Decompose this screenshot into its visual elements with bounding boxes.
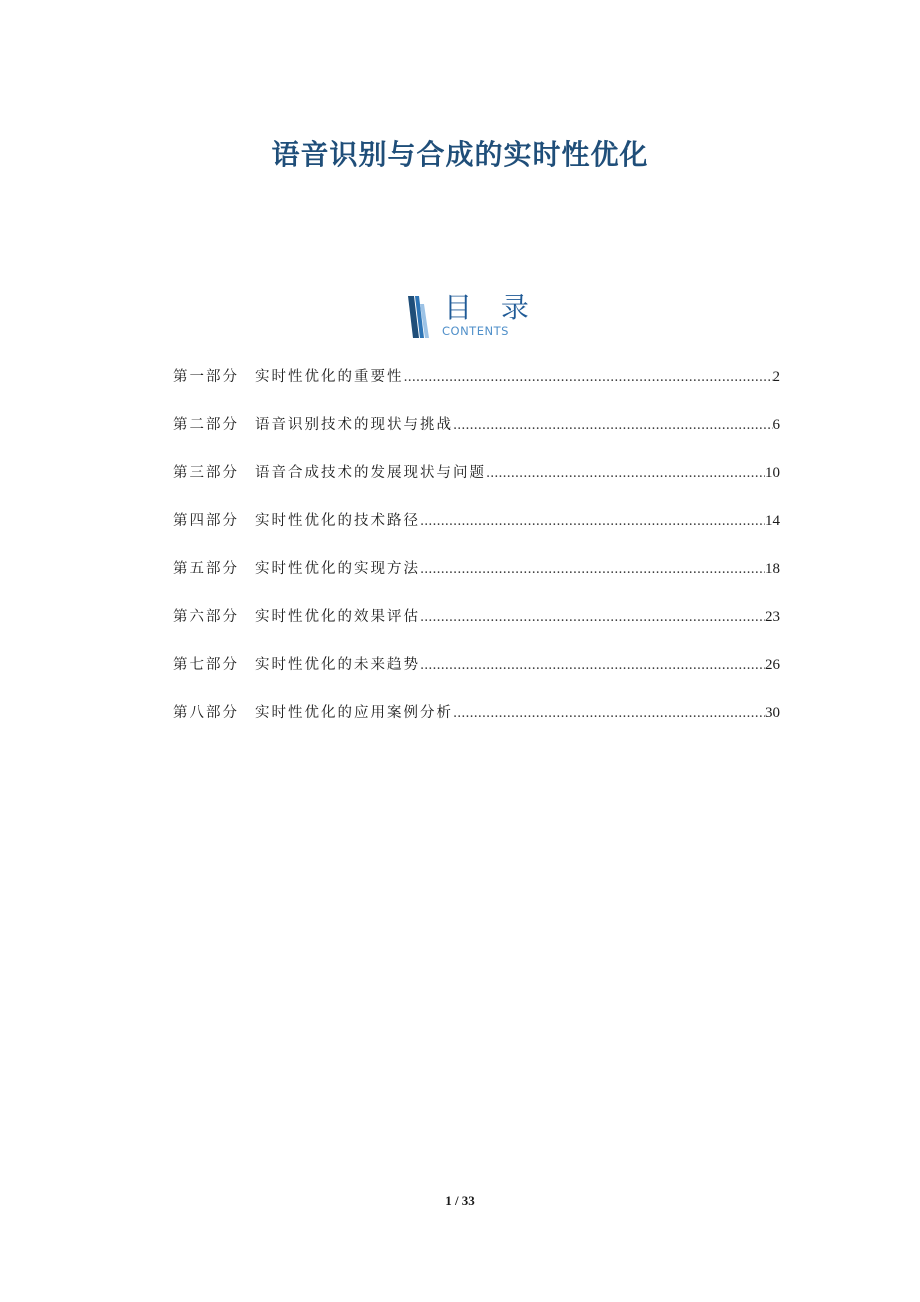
toc-entry-leader (453, 410, 773, 442)
toc-list (173, 361, 780, 745)
toc-entry-part: 第四部分 (173, 513, 239, 529)
document-title: 语音识别与合成的实时性优化 (271, 137, 649, 171)
toc-entry-leader (420, 554, 765, 586)
toc-entry-part: 第三部分 (173, 465, 239, 481)
toc-entry-title: 实时性优化的实现方法 (255, 561, 420, 577)
toc-entry-leader (486, 458, 765, 490)
toc-entry-part: 第六部分 (173, 609, 239, 625)
toc-entry-page: 2 (772, 369, 780, 385)
toc-entry-page: 10 (765, 465, 780, 481)
toc-entry[interactable] (173, 601, 780, 649)
toc-header (406, 291, 539, 340)
toc-entry-page: 18 (765, 561, 780, 577)
toc-entry[interactable] (173, 649, 780, 697)
toc-heading: 目 录 (444, 291, 539, 324)
toc-entry-leader (420, 506, 765, 538)
toc-entry-part: 第五部分 (173, 561, 239, 577)
toc-entry-page: 26 (765, 657, 780, 673)
toc-entry-title: 实时性优化的应用案例分析 (255, 705, 453, 721)
toc-entry-page: 14 (765, 513, 780, 529)
toc-entry[interactable] (173, 409, 780, 457)
toc-entry-leader (420, 650, 765, 682)
toc-entry-leader (404, 362, 773, 394)
toc-entry-leader (453, 698, 765, 730)
toc-entry-leader (420, 602, 765, 634)
toc-entry-page: 6 (772, 417, 780, 433)
toc-entry[interactable] (173, 553, 780, 601)
toc-entry[interactable] (173, 457, 780, 505)
toc-entry[interactable] (173, 505, 780, 553)
toc-subheading: CONTENTS (442, 324, 509, 338)
toc-entry-page: 30 (765, 705, 780, 721)
toc-entry-part: 第一部分 (173, 369, 239, 385)
toc-entry-part: 第八部分 (173, 705, 239, 721)
toc-entry-page: 23 (765, 609, 780, 625)
toc-entry[interactable] (173, 697, 780, 745)
toc-entry-title: 实时性优化的重要性 (255, 369, 404, 385)
toc-entry-title: 实时性优化的未来趋势 (255, 657, 420, 673)
toc-entry-part: 第七部分 (173, 657, 239, 673)
toc-entry-title: 实时性优化的技术路径 (255, 513, 420, 529)
toc-entry[interactable] (173, 361, 780, 409)
page-number: 1 / 33 (445, 1193, 475, 1208)
toc-entry-title: 实时性优化的效果评估 (255, 609, 420, 625)
toc-entry-title: 语音合成技术的发展现状与问题 (255, 465, 486, 481)
toc-entry-part: 第二部分 (173, 417, 239, 433)
toc-entry-title: 语音识别技术的现状与挑战 (255, 417, 453, 433)
toc-logo-icon (406, 296, 432, 338)
